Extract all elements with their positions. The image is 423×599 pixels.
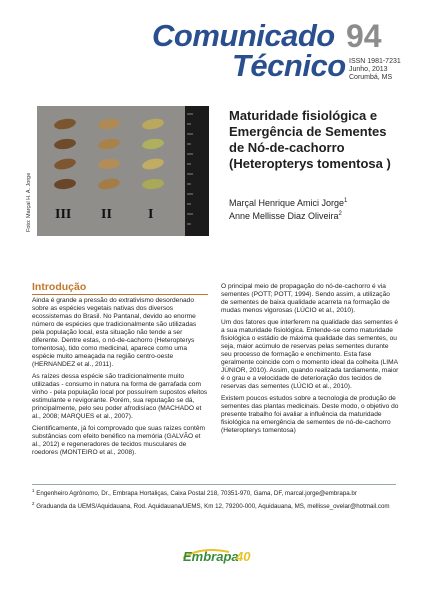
embrapa-40-logo <box>181 542 257 564</box>
section-heading-introducao: Introdução <box>32 281 87 293</box>
title-line-4: (Heteropterys tomentosa ) <box>229 156 391 171</box>
photo-credit-text: Foto: Marçal H. A. Jorge <box>26 172 32 232</box>
embrapa-wordmark: Embrapa <box>183 549 239 564</box>
embrapa-logo-icon <box>181 542 257 564</box>
section-divider <box>32 294 208 295</box>
paragraph: O principal meio de propagação do nó-de-cachorro é via sementes (POTT; POTT, 1994). Sendo assim, a utilização de sementes de baixa qualidade acarreta na formação de mudas menos vigorosas (LÚCIO et al., 2010). <box>221 283 390 314</box>
author-2: Anne Mellisse Diaz Oliveira$^2$ <box>229 211 342 221</box>
title-line-1: Maturidade fisiológica e <box>229 108 378 123</box>
paragraph: Um dos fatores que interferem na qualidade das sementes é a sua maturidade fisiológica. Entende-se como maturidade fisiológica o estádio de máxima qualidade das sementes, ou seja, maior acúmulo de reservas pelas sementes durante seu processo de formação e enchimento. Esta fase geralmente coincide com o momento ideal da colheita (LIMA JÚNIOR, 2010). Assim, quando realizada tardiamente, maior é o grau e a velocidade de deterioração dos tecidos de reservas das sementes (LÚCIO et al., 2010). <box>221 319 399 390</box>
document-title <box>229 108 409 172</box>
paragraph: Existem poucos estudos sobre a tecnologia de produção de sementes das plantas medicinais. Deste modo, o objetivo do presente trabalho foi avaliar a influência da maturidade fisiológica na emergência de sementes de nó-de-cachorro (Heteropterys tomentosa) <box>221 395 399 434</box>
photo-label-I: I <box>148 207 154 222</box>
publication-place: Corumbá, MS <box>349 74 393 81</box>
title-line-3: de Nó-de-cachorro <box>229 140 345 155</box>
paragraph: Ainda é grande a pressão do extrativismo desordenado sobre as espécies vegetais nativas dos diversos ecossistemas do Brasil. No Pantanal, devido ao enorme número de espécies que tradicionalmente são utilizadas pela população local, esta situação não tende a ser diferente. Dentre estas, o nó-de-cachorro (Heteropterys tomentosa), tido como medicinal, aparece como uma espécie muito ameaçada na região centro-oeste (HERNANDEZ et al., 2011). <box>32 297 197 368</box>
publication-date: Junho, 2013 <box>349 66 388 73</box>
footnotes <box>32 487 396 513</box>
seeds-photo <box>37 106 209 236</box>
author-list <box>229 196 347 222</box>
series-title-line1: Comunicado <box>152 18 335 53</box>
seeds-photo-image <box>37 106 209 236</box>
photo-credit <box>18 102 32 232</box>
author-1: Marçal Henrique Amici Jorge$^1$ <box>229 198 348 208</box>
photo-label-II: II <box>101 207 112 222</box>
footnote-2: $^2$ Graduanda da UEMS/Aquidauana, Rod. Aquidauana/UEMS, Km 12, 79200-000, Aquidauana, MS, mellisse_ovelar@hotmail.com <box>32 501 390 511</box>
series-title-line2: Técnico <box>232 48 346 83</box>
footnote-1: $^1$ Engenheiro Agrônomo, Dr., Embrapa Hortaliças, Caixa Postal 218, 70351-970, Gama, DF, marcal.jorge@embrapa.br <box>32 488 357 498</box>
title-line-2: Emergência de Sementes <box>229 124 387 139</box>
issue-number: 94 <box>346 18 382 54</box>
body-column-right <box>221 283 399 439</box>
body-column-left <box>32 297 208 461</box>
paragraph: Cientificamente, já foi comprovado que suas raízes contêm substâncias com efeito benéfico na memória (GALVÃO et al., 2012) e regeneradores de tecidos musculares de roedores (MONTEIRO et al., 2008). <box>32 425 205 456</box>
anniversary-40: 40 <box>236 549 251 564</box>
issn: ISSN 1981-7231 <box>349 58 401 65</box>
photo-label-III: III <box>55 207 72 222</box>
paragraph: As raízes dessa espécie são tradicionalmente muito utilizadas - consumo in natura na forma de garrafada com vinho - pela população local por possuírem supostos efeitos estimulante e revigorante. Porém, sua reputação se dá, principalmente, pelo seu poder afrodisíaco (MACHADO et al., 2008; MARQUES et al., 2007). <box>32 373 208 420</box>
publication-meta <box>349 58 401 82</box>
footnote-divider <box>32 484 396 485</box>
